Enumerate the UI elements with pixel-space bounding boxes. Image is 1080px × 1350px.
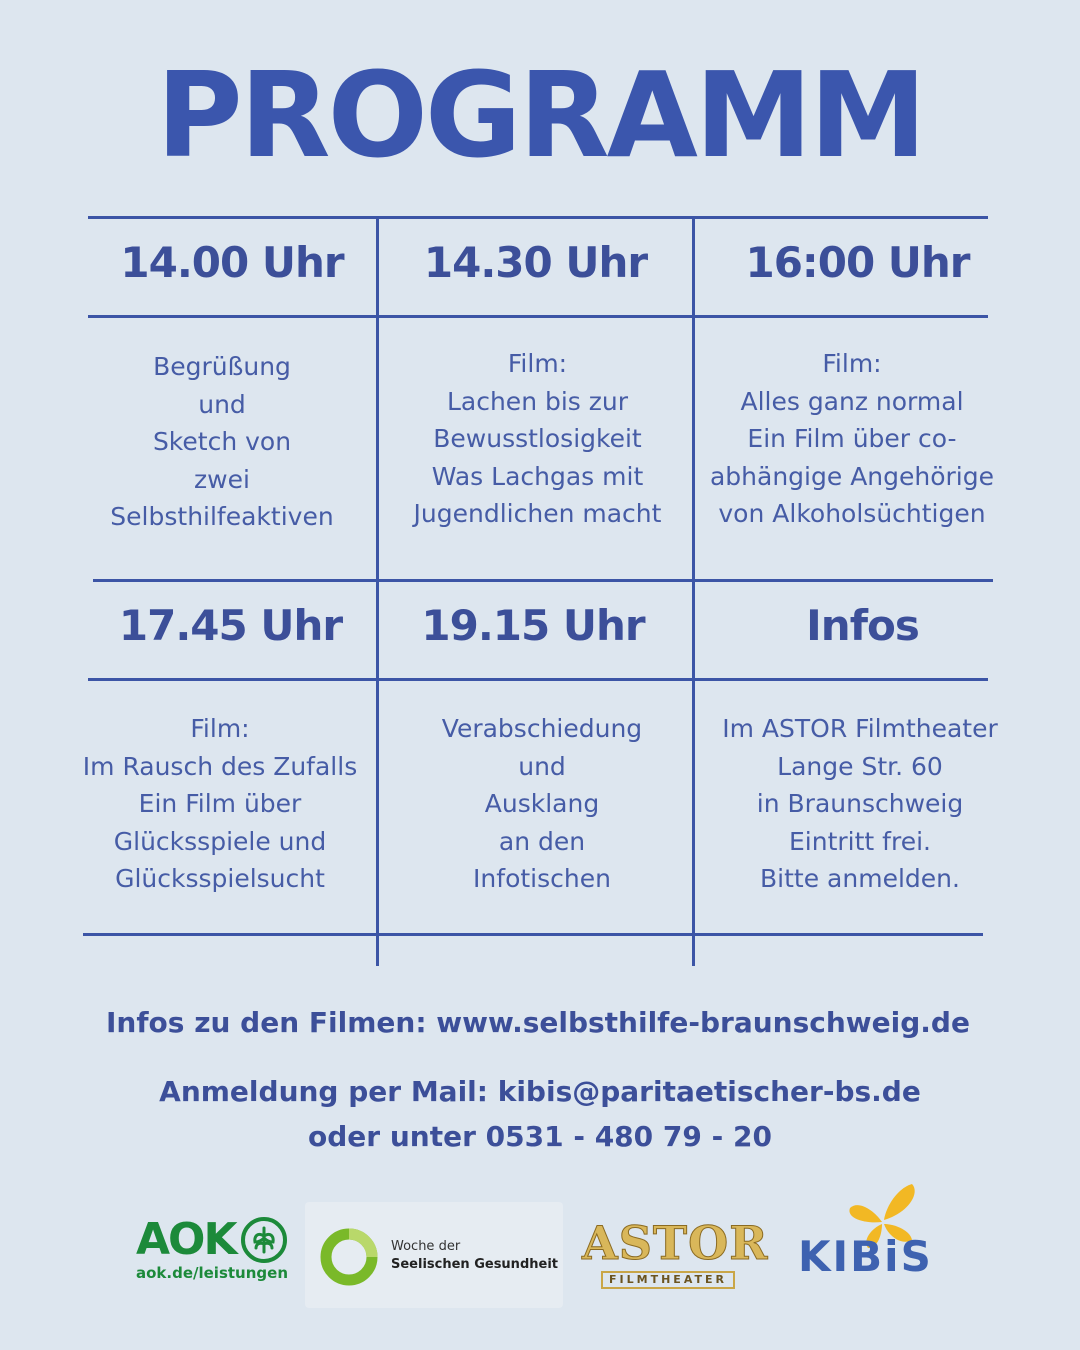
grid-line [88,216,988,219]
description-line: Ein Film über [138,789,302,818]
grid-line [88,678,988,681]
description-line: zwei [194,464,250,494]
schedule-description [705,710,1015,898]
page-title: PROGRAMM [156,46,924,184]
aok-logo [136,1216,296,1282]
description-line: in Braunschweig [756,789,964,818]
grid-line [692,218,695,966]
astor-subtitle: FILMTHEATER [601,1271,735,1289]
sponsor-logos [0,1190,1080,1320]
ring-icon [318,1226,380,1288]
schedule-time: Infos [806,601,919,650]
kibis-wordmark: KIBiS [798,1232,933,1281]
description-line: an den [498,826,586,856]
description-line: abhängige Angehörige [709,461,995,491]
description-line: Alles ganz normal [740,386,964,416]
aok-url: aok.de/leistungen [136,1264,288,1282]
schedule-description [72,348,372,536]
aok-tree-icon [240,1216,288,1264]
description-line: und [198,389,246,419]
wdsg-line1: Woche der [391,1239,461,1254]
astor-logo [582,1216,769,1289]
schedule-time: 16:00 Uhr [745,238,970,287]
description-line: Infotischen [473,864,611,893]
schedule-description [697,345,1007,533]
registration-mail[interactable]: Anmeldung per Mail: kibis@paritaetischer-bs.de [159,1075,921,1108]
description-line: Jugendlichen macht [413,499,662,528]
description-line: Ausklang [484,789,600,818]
description-line: Begrüßung [153,352,291,381]
description-line: Was Lachgas mit [431,461,644,491]
description-line: Bewusstlosigkeit [433,424,642,453]
description-line: Film: [190,714,250,743]
description-line: Verabschiedung [441,714,643,743]
description-line: Bitte anmelden. [760,864,960,893]
description-line: Selbsthilfeaktiven [110,502,334,531]
description-line: Ein Film über co- [747,424,957,453]
wdsg-logo [305,1202,563,1308]
description-line: Sketch von [152,427,292,456]
grid-line [376,218,379,966]
description-line: Film: [822,349,882,378]
description-line: Eintritt frei. [789,826,931,856]
description-line: und [518,751,566,781]
schedule-time: 19.15 Uhr [421,601,645,650]
grid-line [83,933,983,936]
schedule-description [392,710,692,898]
kibis-logo [796,1182,933,1292]
wdsg-line2: Seelischen Gesundheit [391,1257,558,1272]
grid-line [93,579,993,582]
description-line: Lange Str. 60 [777,751,943,781]
registration-phone: oder unter 0531 - 480 79 - 20 [308,1120,772,1153]
description-line: Lachen bis zur [446,386,629,416]
aok-wordmark: AOK [136,1214,236,1265]
schedule-time: 14.30 Uhr [423,238,648,287]
schedule-time: 17.45 Uhr [118,601,343,650]
films-info-link[interactable]: Infos zu den Filmen: www.selbsthilfe-braunschweig.de [106,1006,970,1039]
description-line: Im Rausch des Zufalls [82,751,358,781]
description-line: Glücksspiele und [113,826,327,856]
description-line: Im ASTOR Filmtheater [722,714,998,743]
description-line: Film: [507,349,568,378]
schedule-time: 14.00 Uhr [120,238,344,287]
grid-line [88,315,988,318]
schedule-description [70,710,370,898]
description-line: Glücksspielsucht [115,864,325,893]
schedule-description [385,345,690,533]
description-line: von Alkoholsüchtigen [718,499,986,528]
astor-wordmark: ASTOR [582,1216,769,1270]
